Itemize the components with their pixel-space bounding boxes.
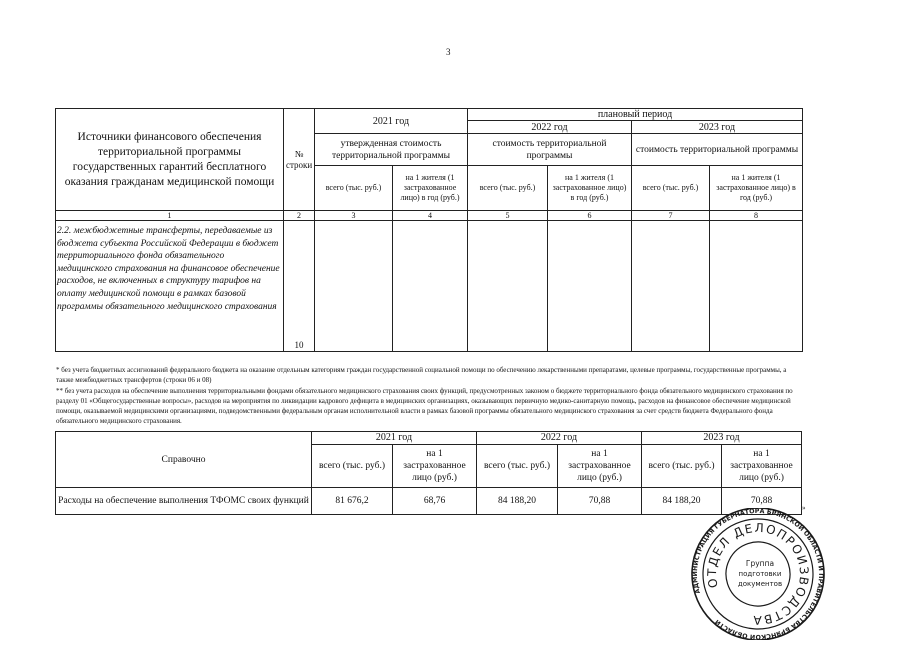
cell-per-capita-2021 [393,221,468,352]
cell-per-capita-2023 [710,221,803,352]
funding-sources-table [55,108,803,352]
header-per-capita-2022: на 1 жителя (1 застрахованное лицо) в год (руб.) [548,166,632,211]
page-number: 3 [446,47,451,57]
column-number: 4 [393,211,468,221]
reference-total-2022: всего (тыс. руб.) [477,445,558,488]
reference-value: 84 188,20 [642,488,722,515]
reference-value: 70,88 [722,488,802,515]
column-number: 7 [632,211,710,221]
reference-year-2023: 2023 год [642,432,802,445]
reference-value: 84 188,20 [477,488,558,515]
header-per-capita-2023: на 1 жителя (1 застрахованное лицо) в год (руб.) [710,166,803,211]
header-cost-2023: стоимость территориальной программы [632,134,803,166]
column-number: 3 [315,211,393,221]
header-planned-period: плановый период [468,109,803,121]
reference-per-insured-2022: на 1 застрахованное лицо (руб.) [558,445,642,488]
reference-per-insured-2023: на 1 застрахованное лицо (руб.) [722,445,802,488]
footnote-2: ** без учета расходов на обеспечение выполнения территориальными фондами обязательного медицинского страхования своих функций, предусмотренных законом о бюджете территориального фонда обязательного медицинского страхования по разделу 01 «Общегосударственные вопросы», расходов на мероприятия по ликвидации кадрового дефицита в медицинских организациях, оказывающих первичную медико-санитарную помощь, расходов на финансовое обеспечение медицинской помощи, оказываемой медицинскими организациями, подведомственными федеральным органам исполнительной власти в рамках базовой программы обязательного медицинского страхования за счет средств бюджета Федерального фонда обязательного медицинского страхования. [56,387,793,425]
column-number: 1 [56,211,284,221]
reference-value: 70,88 [558,488,642,515]
column-number: 2 [284,211,315,221]
table-row [56,221,803,352]
column-number: 6 [548,211,632,221]
cell-total-2022 [468,221,548,352]
reference-year-2022: 2022 год [477,432,642,445]
header-year-2021: 2021 год [315,109,468,134]
header-per-capita-2021: на 1 жителя (1 застрахованное лицо) в год (руб.) [393,166,468,211]
closing-quote: » [802,504,806,512]
reference-label-header: Справочно [56,432,312,488]
row-label: 2.2. межбюджетные трансферты, передаваемые из бюджета субъекта Российской Федерации в бюджет территориального фонда обязательного медицинского страхования на финансовое обеспечение расходов, не включенных в структуру тарифов на оплату медицинской помощи в рамках базовой программы обязательного медицинского страхования [56,221,284,352]
header-total-2023: всего (тыс. руб.) [632,166,710,211]
reference-per-insured-2021: на 1 застрахованное лицо (руб.) [393,445,477,488]
footnote-1: * без учета бюджетных ассигнований федерального бюджета на оказание отдельным категориям граждан государственной социальной помощи по обеспечению лекарственными препаратами, целевые программы, государственные программы, а также межбюджетных трансфертов (строки 06 и 08) [56,366,787,384]
office-stamp [688,508,828,640]
reference-total-2023: всего (тыс. руб.) [642,445,722,488]
reference-value: 68,76 [393,488,477,515]
cell-total-2023 [632,221,710,352]
row-number: 10 [284,221,315,352]
reference-value: 81 676,2 [312,488,393,515]
stamp-graphic [688,508,828,640]
cell-total-2021 [315,221,393,352]
header-total-2021: всего (тыс. руб.) [315,166,393,211]
header-row-number: № строки [284,109,315,211]
reference-table [55,431,802,515]
column-number: 5 [468,211,548,221]
reference-row-label: Расходы на обеспечение выполнения ТФОМС своих функций [56,488,312,515]
reference-year-2021: 2021 год [312,432,477,445]
stamp-outer-text: АДМИНИСТРАЦИЯ ГУБЕРНАТОРА БРЯНСКОЙ ОБЛАСТИ И ПРАВИТЕЛЬСТВА БРЯНСКОЙ ОБЛАСТИ [691,508,825,640]
stamp-ring-text: ОТДЕЛ ДЕЛОПРОИЗВОДСТВА [704,520,812,628]
column-number: 8 [710,211,803,221]
header-source: Источники финансового обеспечения территориальной программы государственных гарантий бесплатного оказания гражданам медицинской помощи [56,109,284,211]
header-total-2022: всего (тыс. руб.) [468,166,548,211]
header-cost-2022: стоимость территориальной программы [468,134,632,166]
cell-per-capita-2022 [548,221,632,352]
stamp-center-line: документов [737,580,783,588]
stamp-center-line: Группа [745,559,775,568]
header-year-2022: 2022 год [468,121,632,134]
header-year-2023: 2023 год [632,121,803,134]
stamp-center-line: подготовки [738,570,782,578]
header-approved-cost: утвержденная стоимость территориальной программы [315,134,468,166]
reference-total-2021: всего (тыс. руб.) [312,445,393,488]
